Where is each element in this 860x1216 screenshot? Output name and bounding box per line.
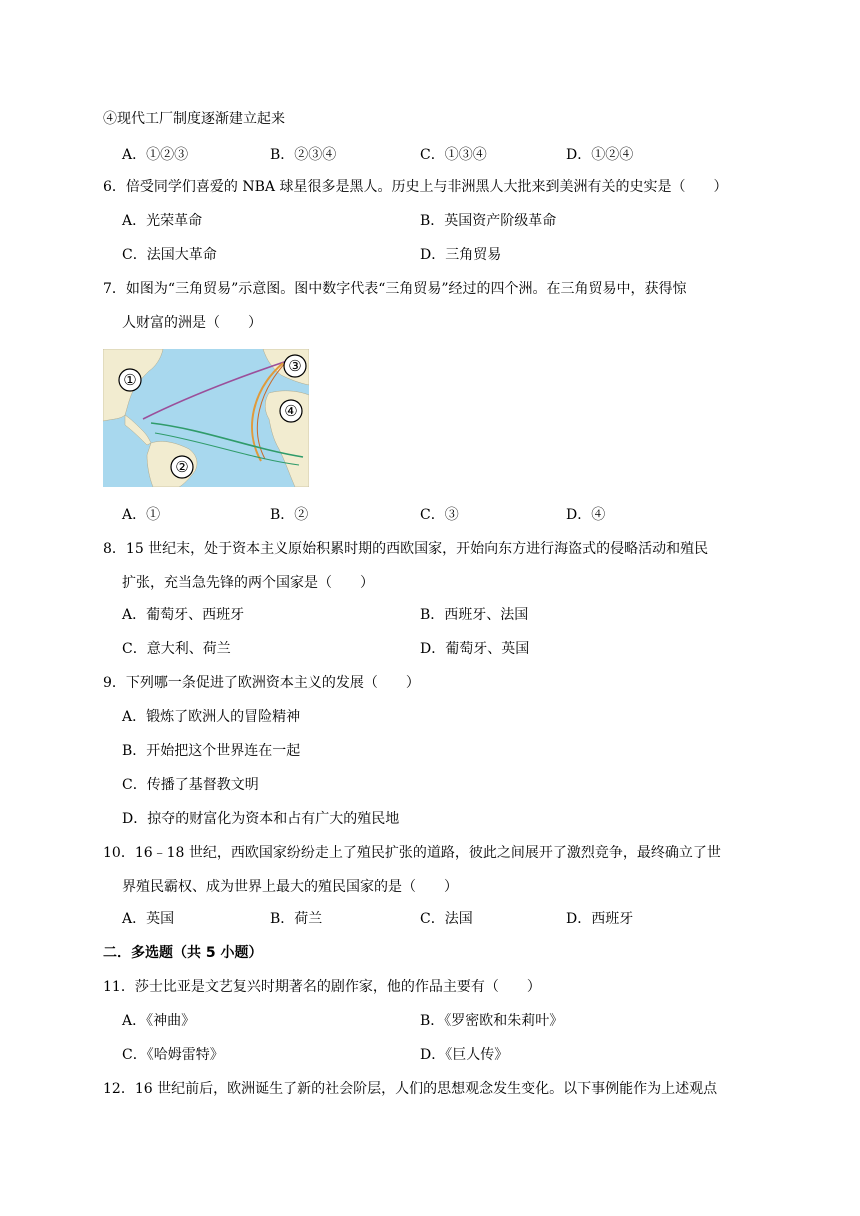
- q5-option-b[interactable]: B．②③④: [270, 147, 337, 163]
- q11-option-a[interactable]: A．《神曲》: [122, 1013, 196, 1029]
- section-heading-multiple-choice: 二．多选题（共 5 小题）: [103, 945, 263, 961]
- q10-option-b[interactable]: B．荷兰: [270, 911, 323, 927]
- q9-option-d[interactable]: D．掠夺的财富化为资本和占有广大的殖民地: [122, 811, 400, 827]
- map-label-1: ①: [123, 371, 137, 389]
- q10-option-c[interactable]: C．法国: [420, 911, 473, 927]
- q6-option-c[interactable]: C．法国大革命: [122, 247, 217, 263]
- q6-option-a[interactable]: A．光荣革命: [122, 213, 203, 229]
- q6-stem: 6．倍受同学们喜爱的 NBA 球星很多是黑人。历史上与非洲黑人大批来到美洲有关的史实是（ ）: [103, 179, 728, 195]
- map-label-2: ②: [175, 458, 189, 476]
- map-label-4: ④: [284, 402, 298, 420]
- q5-option-a[interactable]: A．①②③: [122, 147, 189, 163]
- q11-stem: 11．莎士比亚是文艺复兴时期著名的剧作家，他的作品主要有（ ）: [103, 979, 541, 995]
- q8-stem-line2: 扩张，充当急先锋的两个国家是（ ）: [122, 575, 374, 591]
- q8-option-c[interactable]: C．意大利、荷兰: [122, 641, 231, 657]
- q8-option-b[interactable]: B．西班牙、法国: [420, 607, 529, 623]
- q9-option-c[interactable]: C．传播了基督教文明: [122, 777, 259, 793]
- q11-option-d[interactable]: D．《巨人传》: [420, 1047, 509, 1063]
- q9-stem: 9．下列哪一条促进了欧洲资本主义的发展（ ）: [103, 675, 420, 691]
- q7-option-b[interactable]: B．②: [270, 507, 309, 523]
- q11-option-b[interactable]: B．《罗密欧和朱莉叶》: [420, 1013, 564, 1029]
- q11-option-c[interactable]: C．《哈姆雷特》: [122, 1047, 224, 1063]
- q7-option-d[interactable]: D．④: [566, 507, 606, 523]
- q10-option-d[interactable]: D．西班牙: [566, 911, 634, 927]
- q5-option-c[interactable]: C．①③④: [420, 147, 487, 163]
- q7-stem-line2: 人财富的洲是（ ）: [122, 315, 262, 331]
- q12-stem-line1: 12．16 世纪前后，欧洲诞生了新的社会阶层，人们的思想观念发生变化。以下事例能作为上述观点: [103, 1081, 718, 1097]
- q8-stem-line1: 8．15 世纪末，处于资本主义原始积累时期的西欧国家，开始向东方进行海盗式的侵略活动和殖民: [103, 541, 709, 557]
- q10-option-a[interactable]: A．英国: [122, 911, 175, 927]
- q7-option-a[interactable]: A．①: [122, 507, 161, 523]
- q10-stem-line1: 10．16﹣18 世纪，西欧国家纷纷走上了殖民扩张的道路，彼此之间展开了激烈竞争，最终确立了世: [103, 845, 721, 861]
- triangular-trade-map: [103, 349, 309, 487]
- q7-option-c[interactable]: C．③: [420, 507, 459, 523]
- q9-option-b[interactable]: B．开始把这个世界连在一起: [122, 743, 301, 759]
- q7-stem-line1: 7．如图为“三角贸易”示意图。图中数字代表“三角贸易”经过的四个洲。在三角贸易中，获得惊: [103, 281, 687, 297]
- q5-option-d[interactable]: D．①②④: [566, 147, 634, 163]
- q8-option-d[interactable]: D．葡萄牙、英国: [420, 641, 530, 657]
- map-label-3: ③: [288, 357, 302, 375]
- q6-option-d[interactable]: D．三角贸易: [420, 247, 502, 263]
- q6-option-b[interactable]: B．英国资产阶级革命: [420, 213, 557, 229]
- q8-option-a[interactable]: A．葡萄牙、西班牙: [122, 607, 245, 623]
- q5-item4: ④现代工厂制度逐渐建立起来: [103, 111, 285, 127]
- q10-stem-line2: 界殖民霸权、成为世界上最大的殖民国家的是（ ）: [122, 879, 458, 895]
- q9-option-a[interactable]: A．锻炼了欧洲人的冒险精神: [122, 709, 301, 725]
